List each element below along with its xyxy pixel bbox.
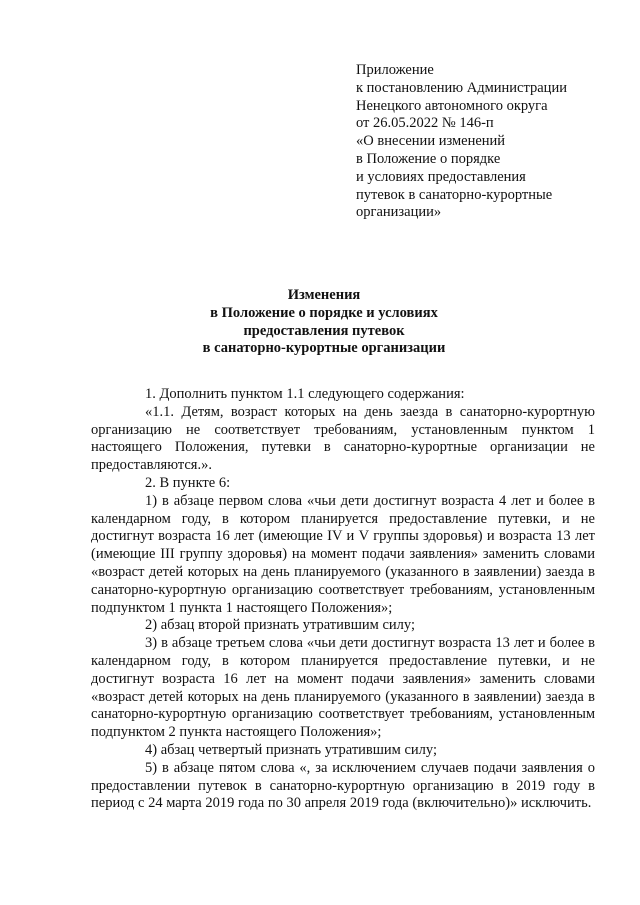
title-line: Изменения bbox=[287, 287, 361, 303]
title-line: предоставления путевок bbox=[243, 322, 405, 339]
body-paragraph: «1.1. Детям, возраст которых на день заезда в санаторно-курортную организацию не соответствует требованиям, установленным пунктом 1 настоящего Положения, путевки в санаторно-курортные организации не предоставляются.». bbox=[91, 403, 595, 474]
appendix-line: от 26.05.2022 № 146-п bbox=[356, 115, 494, 132]
body-paragraph: 2. В пункте 6: bbox=[145, 474, 231, 491]
title-line: в санаторно-курортные организации bbox=[202, 340, 446, 357]
appendix-line: к постановлению Администрации bbox=[356, 79, 567, 96]
appendix-line: Приложение bbox=[356, 62, 434, 78]
document-body bbox=[91, 386, 595, 813]
appendix-line: организации» bbox=[356, 204, 442, 221]
body-paragraph: 4) абзац четвертый признать утратившим силу; bbox=[145, 741, 438, 758]
body-paragraph: 1) в абзаце первом слова «чьи дети достигнут возраста 4 лет и более в календарном году, в котором планируется предоставление путевки, и не достигнут возраста 16 лет (имеющие IV и V группы здоровья) и возраста 13 лет (имеющие III группу здоровья) на момент подачи заявления» заменить словами «возраст детей которых на день планируемого (указанного в заявлении) заезда в санаторно-курортную организацию соответствует требованиям, установленным подпунктом 1 пункта 1 настоящего Положения»; bbox=[91, 492, 595, 616]
document-title bbox=[90, 287, 558, 358]
body-paragraph: 1. Дополнить пунктом 1.1 следующего содержания: bbox=[145, 386, 465, 402]
appendix-line: «О внесении изменений bbox=[356, 133, 506, 150]
appendix-line: путевок в санаторно-курортные bbox=[356, 186, 553, 203]
appendix-line: в Положение о порядке bbox=[356, 150, 501, 167]
body-paragraph: 3) в абзаце третьем слова «чьи дети достигнут возраста 13 лет и более в календарном году, в котором планируется предоставление путевки, и не достигнут возраста 16 лет на момент подачи заявления» заменить словами «возраст детей которых на день планируемого (указанного в заявлении) заезда в санаторно-курортную организацию соответствует требованиям, установленным подпунктом 2 пункта настоящего Положения»; bbox=[91, 635, 595, 741]
appendix-line: Ненецкого автономного округа bbox=[356, 97, 548, 114]
body-paragraph: 2) абзац второй признать утратившим силу; bbox=[145, 617, 415, 634]
appendix-line: и условиях предоставления bbox=[356, 168, 526, 185]
title-line: в Положение о порядке и условиях bbox=[210, 304, 438, 321]
body-paragraph: 5) в абзаце пятом слова «, за исключением случаев подачи заявления о предоставлении путевок в санаторно-курортную организацию в 2019 году в период с 24 марта 2019 года по 30 апреля 2019 года (включительно)» исключить. bbox=[91, 759, 595, 812]
appendix-block bbox=[356, 62, 616, 222]
